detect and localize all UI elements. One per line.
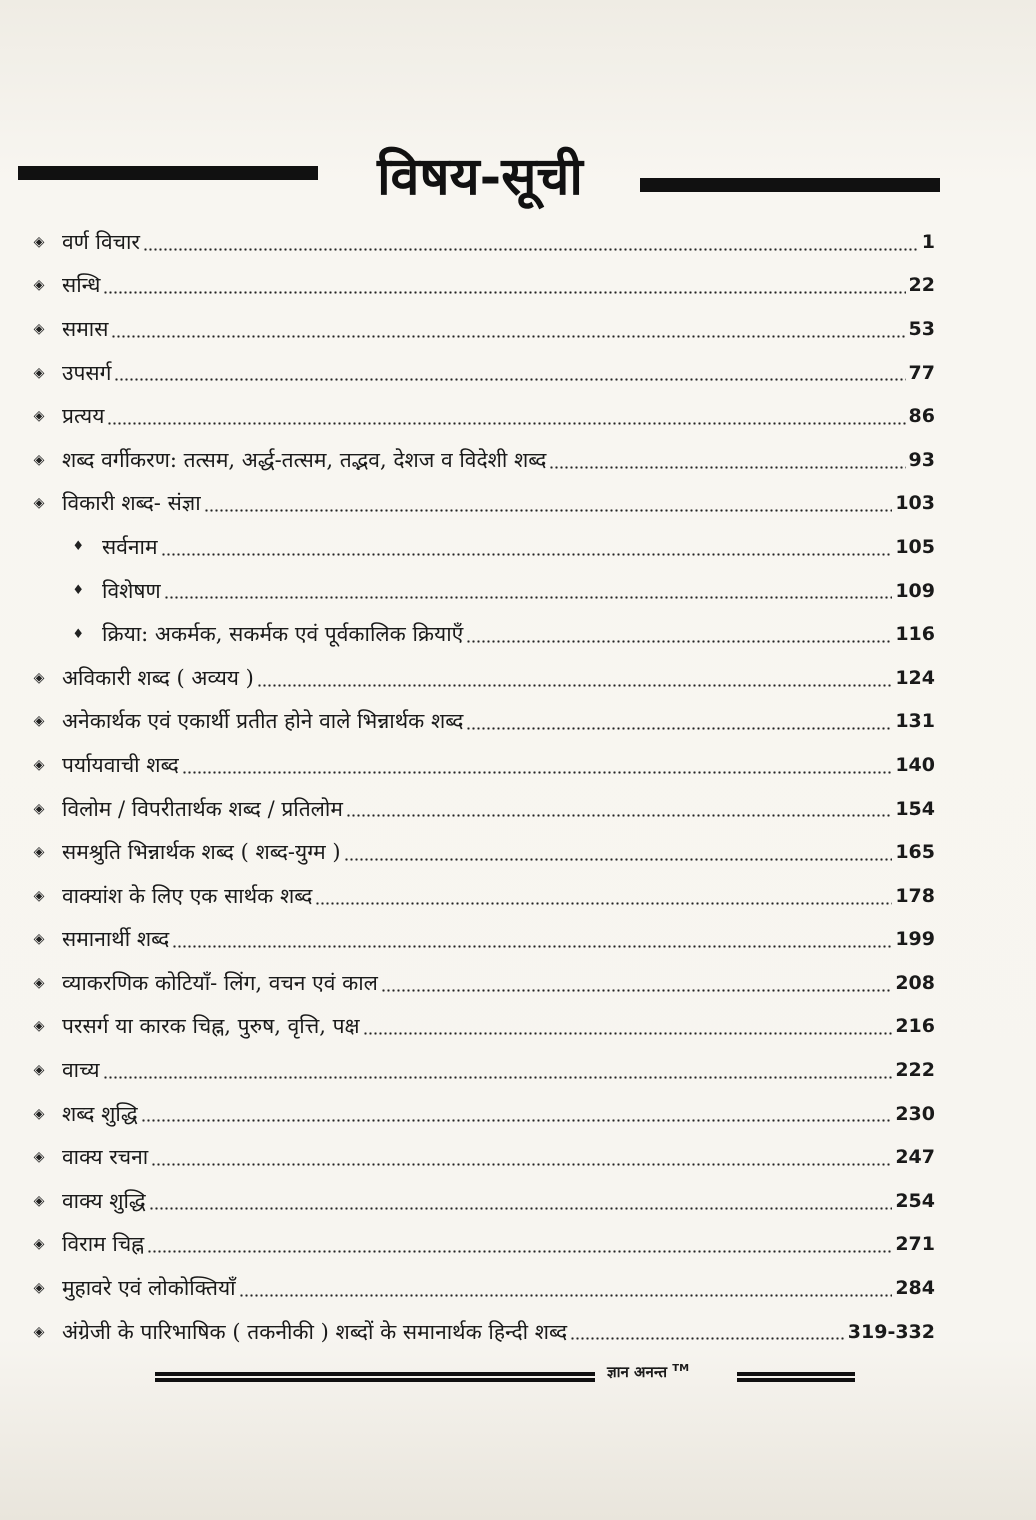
page-title: विषय-सूची: [377, 146, 583, 207]
toc-page-number: 247: [895, 1146, 935, 1169]
bullet-icon: ◈: [33, 1323, 45, 1340]
toc-label: प्रत्यय: [62, 404, 105, 429]
toc-label: पर्यायवाची शब्द: [62, 752, 179, 777]
bullet-icon: ◈: [33, 1192, 45, 1209]
toc-entry: [20, 438, 935, 482]
trademark-mark: TM: [672, 1363, 690, 1374]
toc-label: समानार्थी शब्द: [62, 927, 170, 952]
toc-label: अंग्रेजी के पारिभाषिक ( तकनीकी ) शब्दों के समानार्थक हिन्दी शब्द: [62, 1319, 568, 1344]
toc-page-number: 222: [895, 1059, 935, 1082]
toc-page-number: 22: [908, 274, 935, 297]
dot-leader: [257, 684, 892, 687]
toc-page-number: 216: [895, 1015, 935, 1038]
toc-page-number: 131: [895, 710, 935, 733]
title-row: [18, 138, 940, 218]
toc-entry: [20, 743, 935, 787]
toc-entry: [20, 787, 935, 831]
dot-leader: [143, 248, 919, 251]
bullet-icon: ◈: [33, 713, 45, 730]
sub-bullet-icon: ♦: [72, 583, 84, 599]
toc-label: विलोम / विपरीतार्थक शब्द / प्रतिलोम: [62, 796, 343, 821]
dot-leader: [172, 945, 892, 948]
toc-label: अविकारी शब्द ( अव्यय ): [62, 665, 254, 690]
toc-entry: [20, 961, 935, 1005]
bullet-icon: ◈: [33, 1236, 45, 1253]
toc-label: सर्वनाम: [102, 534, 158, 559]
dot-leader: [466, 640, 892, 643]
dot-leader: [111, 335, 905, 338]
toc-page-number: 154: [895, 797, 935, 820]
bullet-icon: ◈: [33, 887, 45, 904]
toc-entry: [20, 1179, 935, 1223]
toc-page-number: 1: [921, 230, 935, 253]
title-rule-left: [18, 166, 318, 180]
toc-entry: [20, 1048, 935, 1092]
toc-label: समश्रुति भिन्नार्थक शब्द ( शब्द-युग्म ): [62, 840, 341, 865]
toc-label: सन्धि: [62, 273, 101, 298]
dot-leader: [346, 814, 892, 817]
toc-page-number: 230: [895, 1102, 935, 1125]
toc-page-number: 199: [895, 928, 935, 951]
toc-label: समास: [62, 316, 109, 341]
toc-page-number: 109: [895, 579, 935, 602]
toc-entry: [20, 1223, 935, 1267]
toc-page-number: 208: [895, 971, 935, 994]
toc-label: शब्द वर्गीकरण: तत्सम, अर्द्ध-तत्सम, तद्भव, देशज व विदेशी शब्द: [62, 447, 547, 472]
toc-page-number: 116: [895, 623, 935, 646]
toc-entry: [20, 220, 935, 264]
bullet-icon: ◈: [33, 233, 45, 250]
toc-page-number: 254: [895, 1189, 935, 1212]
brand-text: ज्ञान अनन्त: [607, 1363, 668, 1381]
dot-leader: [315, 902, 892, 905]
bullet-icon: ◈: [33, 277, 45, 294]
toc-page-number: 53: [908, 317, 935, 340]
dot-leader: [363, 1032, 893, 1035]
bullet-icon: ◈: [33, 844, 45, 861]
title-rule-right: [640, 178, 940, 192]
toc-label: व्याकरणिक कोटियाँ- लिंग, वचन एवं काल: [62, 970, 378, 995]
table-of-contents: [20, 220, 935, 1353]
bullet-icon: ◈: [33, 495, 45, 512]
toc-entry: [20, 1310, 935, 1354]
toc-label: वाच्य: [62, 1058, 100, 1083]
toc-entry: [20, 482, 935, 526]
dot-leader: [103, 1076, 893, 1079]
footer-rule-right: [737, 1372, 855, 1376]
toc-subentry: [20, 612, 935, 656]
bullet-icon: ◈: [33, 1149, 45, 1166]
footer: [155, 1363, 855, 1390]
bullet-icon: ◈: [33, 320, 45, 337]
toc-entry: [20, 1092, 935, 1136]
dot-leader: [103, 291, 905, 294]
toc-page-number: 178: [895, 884, 935, 907]
toc-entry: [20, 1005, 935, 1049]
dot-leader: [147, 1250, 892, 1253]
bullet-icon: ◈: [33, 451, 45, 468]
toc-page-number: 124: [895, 666, 935, 689]
bullet-icon: ◈: [33, 756, 45, 773]
toc-page-number: 77: [908, 361, 935, 384]
dot-leader: [549, 466, 905, 469]
bullet-icon: ◈: [33, 974, 45, 991]
dot-leader: [466, 727, 892, 730]
dot-leader: [149, 1207, 893, 1210]
toc-entry: [20, 1135, 935, 1179]
toc-subentry: [20, 569, 935, 613]
toc-label: वाक्य रचना: [62, 1145, 149, 1170]
dot-leader: [344, 858, 893, 861]
toc-label: परसर्ग या कारक चिह्न, पुरुष, वृत्ति, पक्ष: [62, 1014, 360, 1039]
dot-leader: [381, 989, 892, 992]
toc-entry: [20, 656, 935, 700]
toc-label: वाक्यांश के लिए एक सार्थक शब्द: [62, 883, 313, 908]
toc-label: मुहावरे एवं लोकोक्तियाँ: [62, 1276, 236, 1301]
dot-leader: [239, 1294, 893, 1297]
bullet-icon: ◈: [33, 364, 45, 381]
dot-leader: [182, 771, 893, 774]
toc-page-number: 165: [895, 841, 935, 864]
toc-entry: [20, 1266, 935, 1310]
toc-label: क्रिया: अकर्मक, सकर्मक एवं पूर्वकालिक क्रियाएँ: [102, 622, 464, 647]
toc-entry: [20, 351, 935, 395]
dot-leader: [141, 1119, 893, 1122]
toc-subentry: [20, 525, 935, 569]
toc-entry: [20, 874, 935, 918]
bullet-icon: ◈: [33, 800, 45, 817]
sub-bullet-icon: ♦: [72, 626, 84, 642]
bullet-icon: ◈: [33, 1062, 45, 1079]
toc-entry: [20, 307, 935, 351]
bullet-icon: ◈: [33, 669, 45, 686]
toc-page-number: 284: [895, 1277, 935, 1300]
toc-page-number: 140: [895, 753, 935, 776]
toc-page-number: 86: [908, 405, 935, 428]
toc-entry: [20, 830, 935, 874]
toc-label: वर्ण विचार: [62, 229, 141, 254]
dot-leader: [164, 596, 893, 599]
bullet-icon: ◈: [33, 1280, 45, 1297]
dot-leader: [107, 422, 905, 425]
toc-label: वाक्य शुद्धि: [62, 1188, 146, 1213]
toc-page-number: 271: [895, 1233, 935, 1256]
brand-logo: [607, 1362, 689, 1382]
toc-label: विशेषण: [102, 578, 161, 603]
toc-label: विराम चिह्न: [62, 1232, 145, 1257]
sub-bullet-icon: ♦: [72, 539, 84, 555]
toc-entry: [20, 264, 935, 308]
bullet-icon: ◈: [33, 931, 45, 948]
toc-page-number: 319-332: [847, 1320, 935, 1343]
toc-page-number: 105: [895, 535, 935, 558]
toc-label: शब्द शुद्धि: [62, 1101, 138, 1126]
toc-entry: [20, 918, 935, 962]
dot-leader: [114, 378, 905, 381]
bullet-icon: ◈: [33, 1018, 45, 1035]
dot-leader: [161, 553, 893, 556]
toc-page-number: 93: [908, 448, 935, 471]
toc-page-number: 103: [895, 492, 935, 515]
dot-leader: [204, 509, 893, 512]
toc-entry: [20, 700, 935, 744]
dot-leader: [151, 1163, 892, 1166]
bullet-icon: ◈: [33, 1105, 45, 1122]
dot-leader: [570, 1337, 845, 1340]
toc-label: अनेकार्थक एवं एकार्थी प्रतीत होने वाले भिन्नार्थक शब्द: [62, 709, 464, 734]
bullet-icon: ◈: [33, 408, 45, 425]
toc-label: विकारी शब्द- संज्ञा: [62, 491, 201, 516]
toc-entry: [20, 394, 935, 438]
toc-label: उपसर्ग: [62, 360, 112, 385]
footer-rule-left: [155, 1372, 595, 1376]
